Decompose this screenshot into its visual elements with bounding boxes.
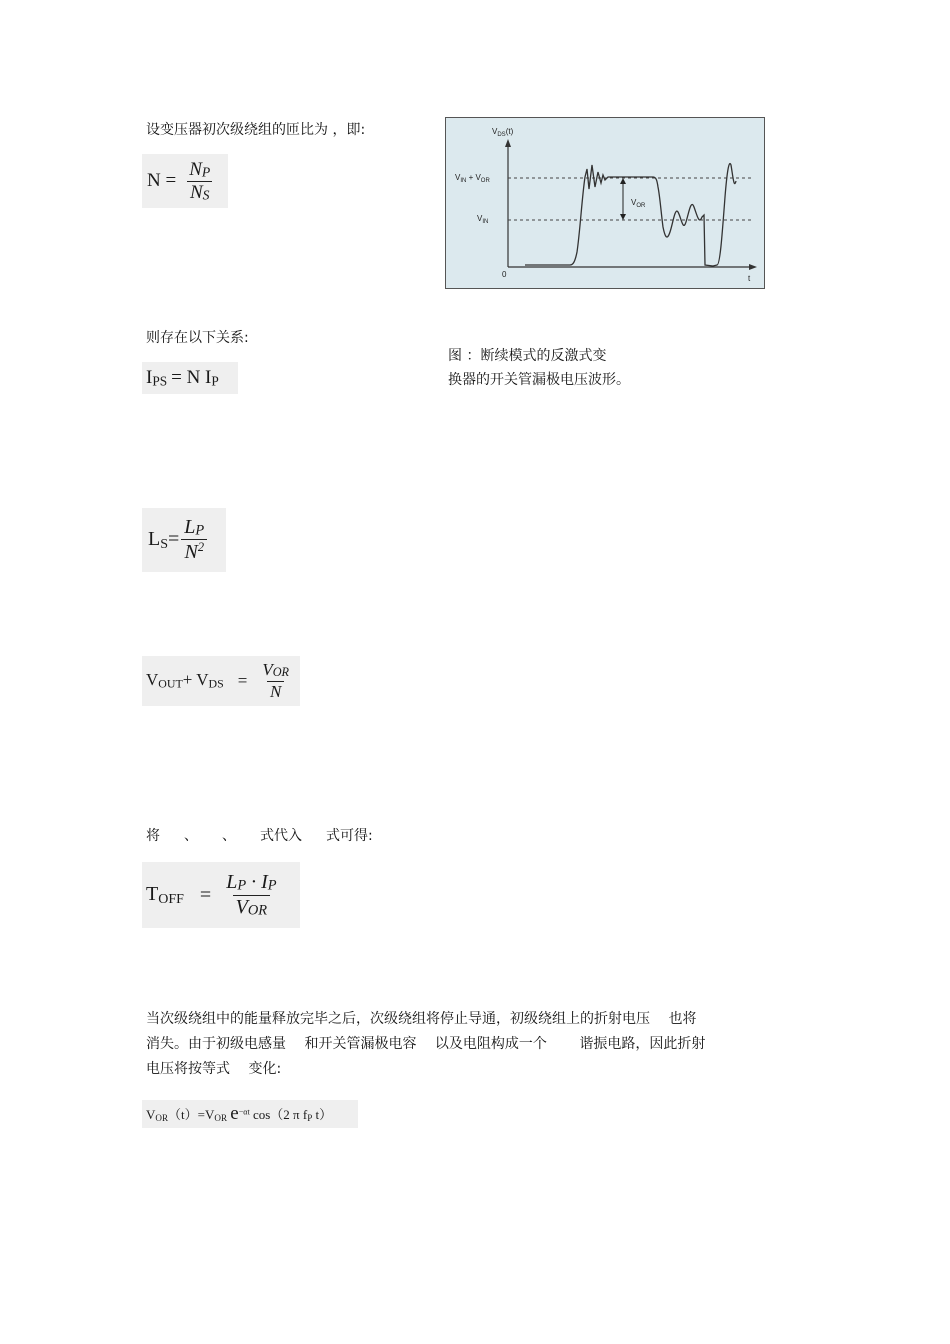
relation-intro-text: 则存在以下关系: [146, 330, 249, 346]
toff-lhs: TOFF [146, 882, 184, 907]
vin-vor-label: $V_{IN} + V_{OR}$ [455, 173, 490, 184]
numerator: N [189, 158, 202, 180]
numerator-sub: P [195, 522, 205, 539]
origin-label: 0 [502, 270, 507, 279]
figure-caption-line-2: 换器的开关管漏极电压波形。 [448, 372, 630, 388]
toff-equals: = [199, 883, 212, 906]
denominator: N [184, 541, 198, 564]
numerator: V [262, 660, 273, 680]
vin-label: $V_{IN}$ [477, 214, 489, 225]
vor-time-formula [142, 1100, 358, 1128]
fraction [181, 516, 207, 564]
ls-formula [142, 508, 226, 572]
toff-formula [142, 862, 300, 928]
denominator-sub: S [202, 186, 210, 202]
substitute-text: 将 、 、 式代入 式可得: [146, 828, 373, 844]
figure-background [446, 118, 765, 289]
vor-label: $V_{OR}$ [631, 198, 646, 209]
fraction [259, 660, 292, 701]
turns-ratio-formula [142, 154, 228, 208]
ratio-intro-text: 设变压器初次级绕组的匝比为 ，即: [146, 122, 366, 138]
ips-formula [142, 362, 238, 394]
ips-rhs: = N $I_P$ [171, 366, 219, 389]
numerator-sub: OR [272, 665, 290, 680]
conclusion-paragraph [146, 1007, 808, 1082]
ips-lhs: $I_{PS}$ [146, 366, 168, 389]
ls-lhs: LS= [148, 527, 180, 552]
vor-time-expression: $V_{OR}(t)=V_{OR}$ $e^{-\alpha t}$ cos（2 π $f_P$ t） [146, 1103, 333, 1124]
fraction: $\frac{LP \cdot IP}{\text{VOR}}$ [226, 871, 277, 918]
denominator-sup: 2 [197, 540, 205, 555]
vout-lhs: VOUT+ VDS [146, 670, 224, 691]
vout-formula [142, 656, 300, 706]
denominator: N [189, 181, 203, 203]
conclusion-line-3: 电压将按等式 变化: [146, 1061, 282, 1077]
vout-equals: = [237, 671, 248, 690]
conclusion-line-2: 消失。由于初级电感量 和开关管漏极电容 以及电阻构成一个 谐振电路，因此折射 [146, 1036, 706, 1052]
fraction [186, 159, 213, 204]
conclusion-line-1: 当次级绕组中的能量释放完毕之后，次级绕组将停止导通，初级绕组上的折射电压 也将 [146, 1011, 697, 1027]
y-axis-label: $V_{DS}(t)$ [492, 127, 514, 138]
denominator: N [270, 681, 282, 701]
formula-lhs: N = [147, 170, 177, 191]
drain-voltage-figure [445, 117, 765, 289]
figure-caption-line-1: 图 ：断续模式的反激式变 [448, 348, 607, 364]
x-axis-label: t [748, 274, 751, 283]
numerator-sub: P [201, 163, 211, 179]
waveform-chart [445, 117, 765, 289]
numerator: L [184, 515, 196, 538]
